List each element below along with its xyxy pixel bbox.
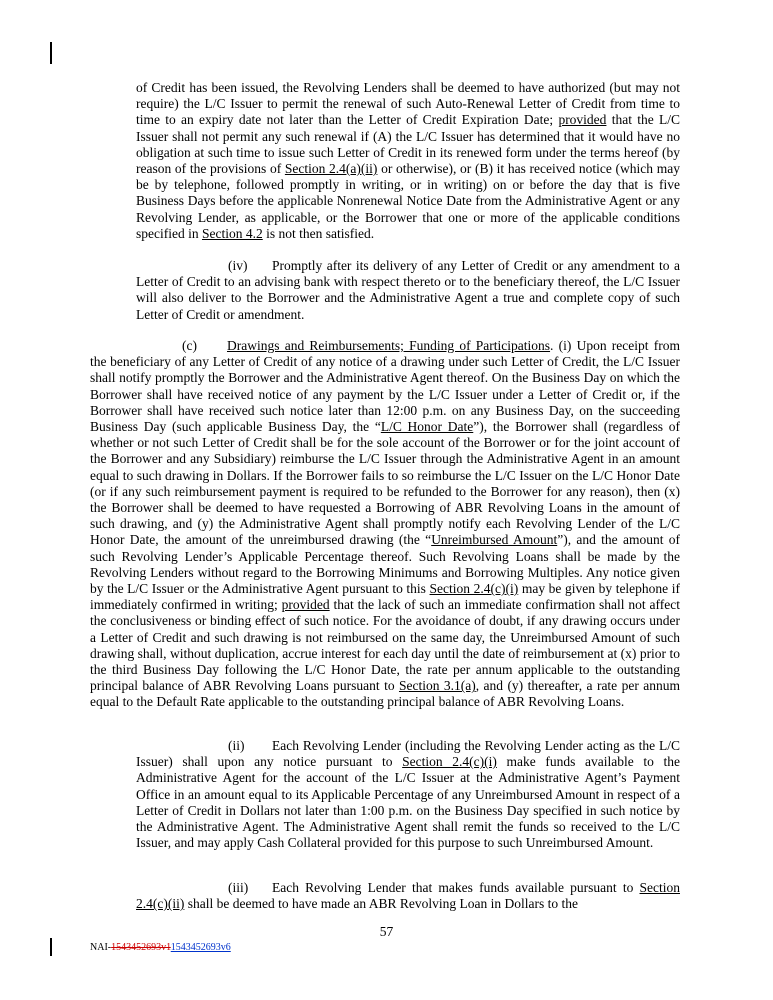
document-footer [90,942,231,953]
paragraph-number: (iii) [228,880,249,895]
footer-prefix: NAI- [90,942,112,953]
paragraph-iii: (iii) Each Revolving Lender that makes funds available pursuant to Section 2.4(c)(ii) shall be deemed to have made an ABR Revolving Loan in Dollars to the [136,880,680,912]
paragraph-number: (ii) [228,738,245,753]
provided-term: provided [281,597,330,613]
paragraph-iv: (iv) Promptly after its delivery of any Letter of Credit or any amendment to a Letter of Credit to an advising bank with respect thereto or to the beneficiary thereof, the L/C Issuer will also deliver to the Borrower and the Administrative Agent a true and complete copy of such Letter of Credit or amendment. [136,258,680,322]
change-bar-bottom [50,938,52,956]
section-heading: Drawings and Reimbursements; Funding of Participations [227,338,551,353]
page-number: 57 [379,924,394,939]
section-reference: Section 2.4(c)(i) [429,581,519,597]
paragraph-number: (c) [182,338,197,353]
change-bar-top [50,42,52,64]
provided-term: provided [558,112,607,128]
section-reference: Section 2.4(c)(i) [402,754,497,770]
paragraph-auto-renewal: of Credit has been issued, the Revolving Lenders shall be deemed to have authorized (but may not require) the L/C Issuer to permit the renewal of such Auto-Renewal Letter of Credit from time to time to an expiry date not later than the Letter of Credit Expiration Date; provided that the L/C Issuer shall not permit any such renewal if (A) the L/C Issuer has determined that it would have no obligation at such time to issue such Letter of Credit in its renewed form under the terms hereof (by reason of the provisions of Section 2.4(a)(ii) or otherwise), or (B) it has received notice (which may be by telephone, followed promptly in writing, or in writing) on or before the day that is five Business Days before the applicable Nonrenewal Notice Date from the Administrative Agent or any Revolving Lender, as applicable, or the Borrower that one or more of the applicable conditions specified in Section 4.2 is not then satisfied. [136,80,680,241]
section-reference: Section 4.2 [201,225,263,241]
paragraph-ii: (ii) Each Revolving Lender (including the Revolving Lender acting as the L/C Issuer) shall upon any notice pursuant to Section 2.4(c)(i) make funds available to the Administrative Agent for the account of the L/C Issuer at the Administrative Agent’s Payment Office in an amount equal to its Applicable Percentage of any Unreimbursed Amount in respect of a Letter of Credit in Dollars not later than 1:00 p.m. on the Business Day specified in such notice by the Administrative Agent. The Administrative Agent shall remit the funds so received to the L/C Issuer, and may apply Cash Collateral provided for this purpose to such Unreimbursed Amount. [136,738,681,851]
defined-term: Unreimbursed Amount [431,532,558,548]
deleted-doc-id: 1543452693v1 [111,942,171,953]
paragraph-number: (iv) [228,258,248,273]
defined-term: L/C Honor Date [380,419,474,435]
section-reference: Section 2.4(c)(ii) [136,880,680,912]
section-reference: Section 2.4(a)(ii) [284,161,378,177]
section-reference: Section 3.1(a) [398,678,476,694]
inserted-doc-id: 1543452693v6 [170,942,231,953]
paragraph-c: (c) Drawings and Reimbursements; Funding of Participations. (i) Upon receipt from the beneficiary of any Letter of Credit of any notice of a drawing under such Letter of Credit, the L/C Issuer shall notify promptly the Borrower and the Administrative Agent thereof. On the Business Day on which the Borrower shall have received notice of any payment by the L/C Issuer under a Letter of Credit or, if the Borrower shall have received such notice later than 12:00 p.m. on any Business Day, on the succeeding Business Day (such applicable Business Day, the “L/C Honor Date”), the Borrower shall (regardless of whether or not such Letter of Credit shall be for the sole account of the Borrower or for the joint account of the Borrower and any Subsidiary) reimburse the L/C Issuer through the Administrative Agent in an amount equal to such drawing in Dollars. If the Borrower fails to so reimburse the L/C Issuer on the L/C Honor Date (or if any such reimbursement payment is required to be refunded to the Borrower for any reason), then (x) the Borrower shall be deemed to have requested a Borrowing of ABR Revolving Loans in the amount of such drawing, and (y) the Administrative Agent shall promptly notify each Revolving Lender of the L/C Honor Date, the amount of the unreimbursed drawing (the “Unreimbursed Amount”), and the amount of such Revolving Lender’s Applicable Percentage thereof. Such Revolving Loans shall be made by the Revolving Lenders without regard to the Borrowing Minimums and Borrowing Multiples. Any notice given by the L/C Issuer or the Administrative Agent pursuant to this Section 2.4(c)(i) may be given by telephone if immediately confirmed in writing; provided that the lack of such an immediate confirmation shall not affect the conclusiveness or binding effect of such notice. For the avoidance of doubt, if any drawing occurs under a Letter of Credit and such drawing is not reimbursed on the same day, the Unreimbursed Amount of such drawing shall, without duplication, accrue interest for each day until the date of reimbursement at (x) prior to the third Business Day following the L/C Honor Date, the rate per annum applicable to the outstanding principal balance of ABR Revolving Loans pursuant to Section 3.1(a), and (y) thereafter, a rate per annum equal to the Default Rate applicable to the outstanding principal balance of ABR Revolving Loans. [90,338,681,710]
